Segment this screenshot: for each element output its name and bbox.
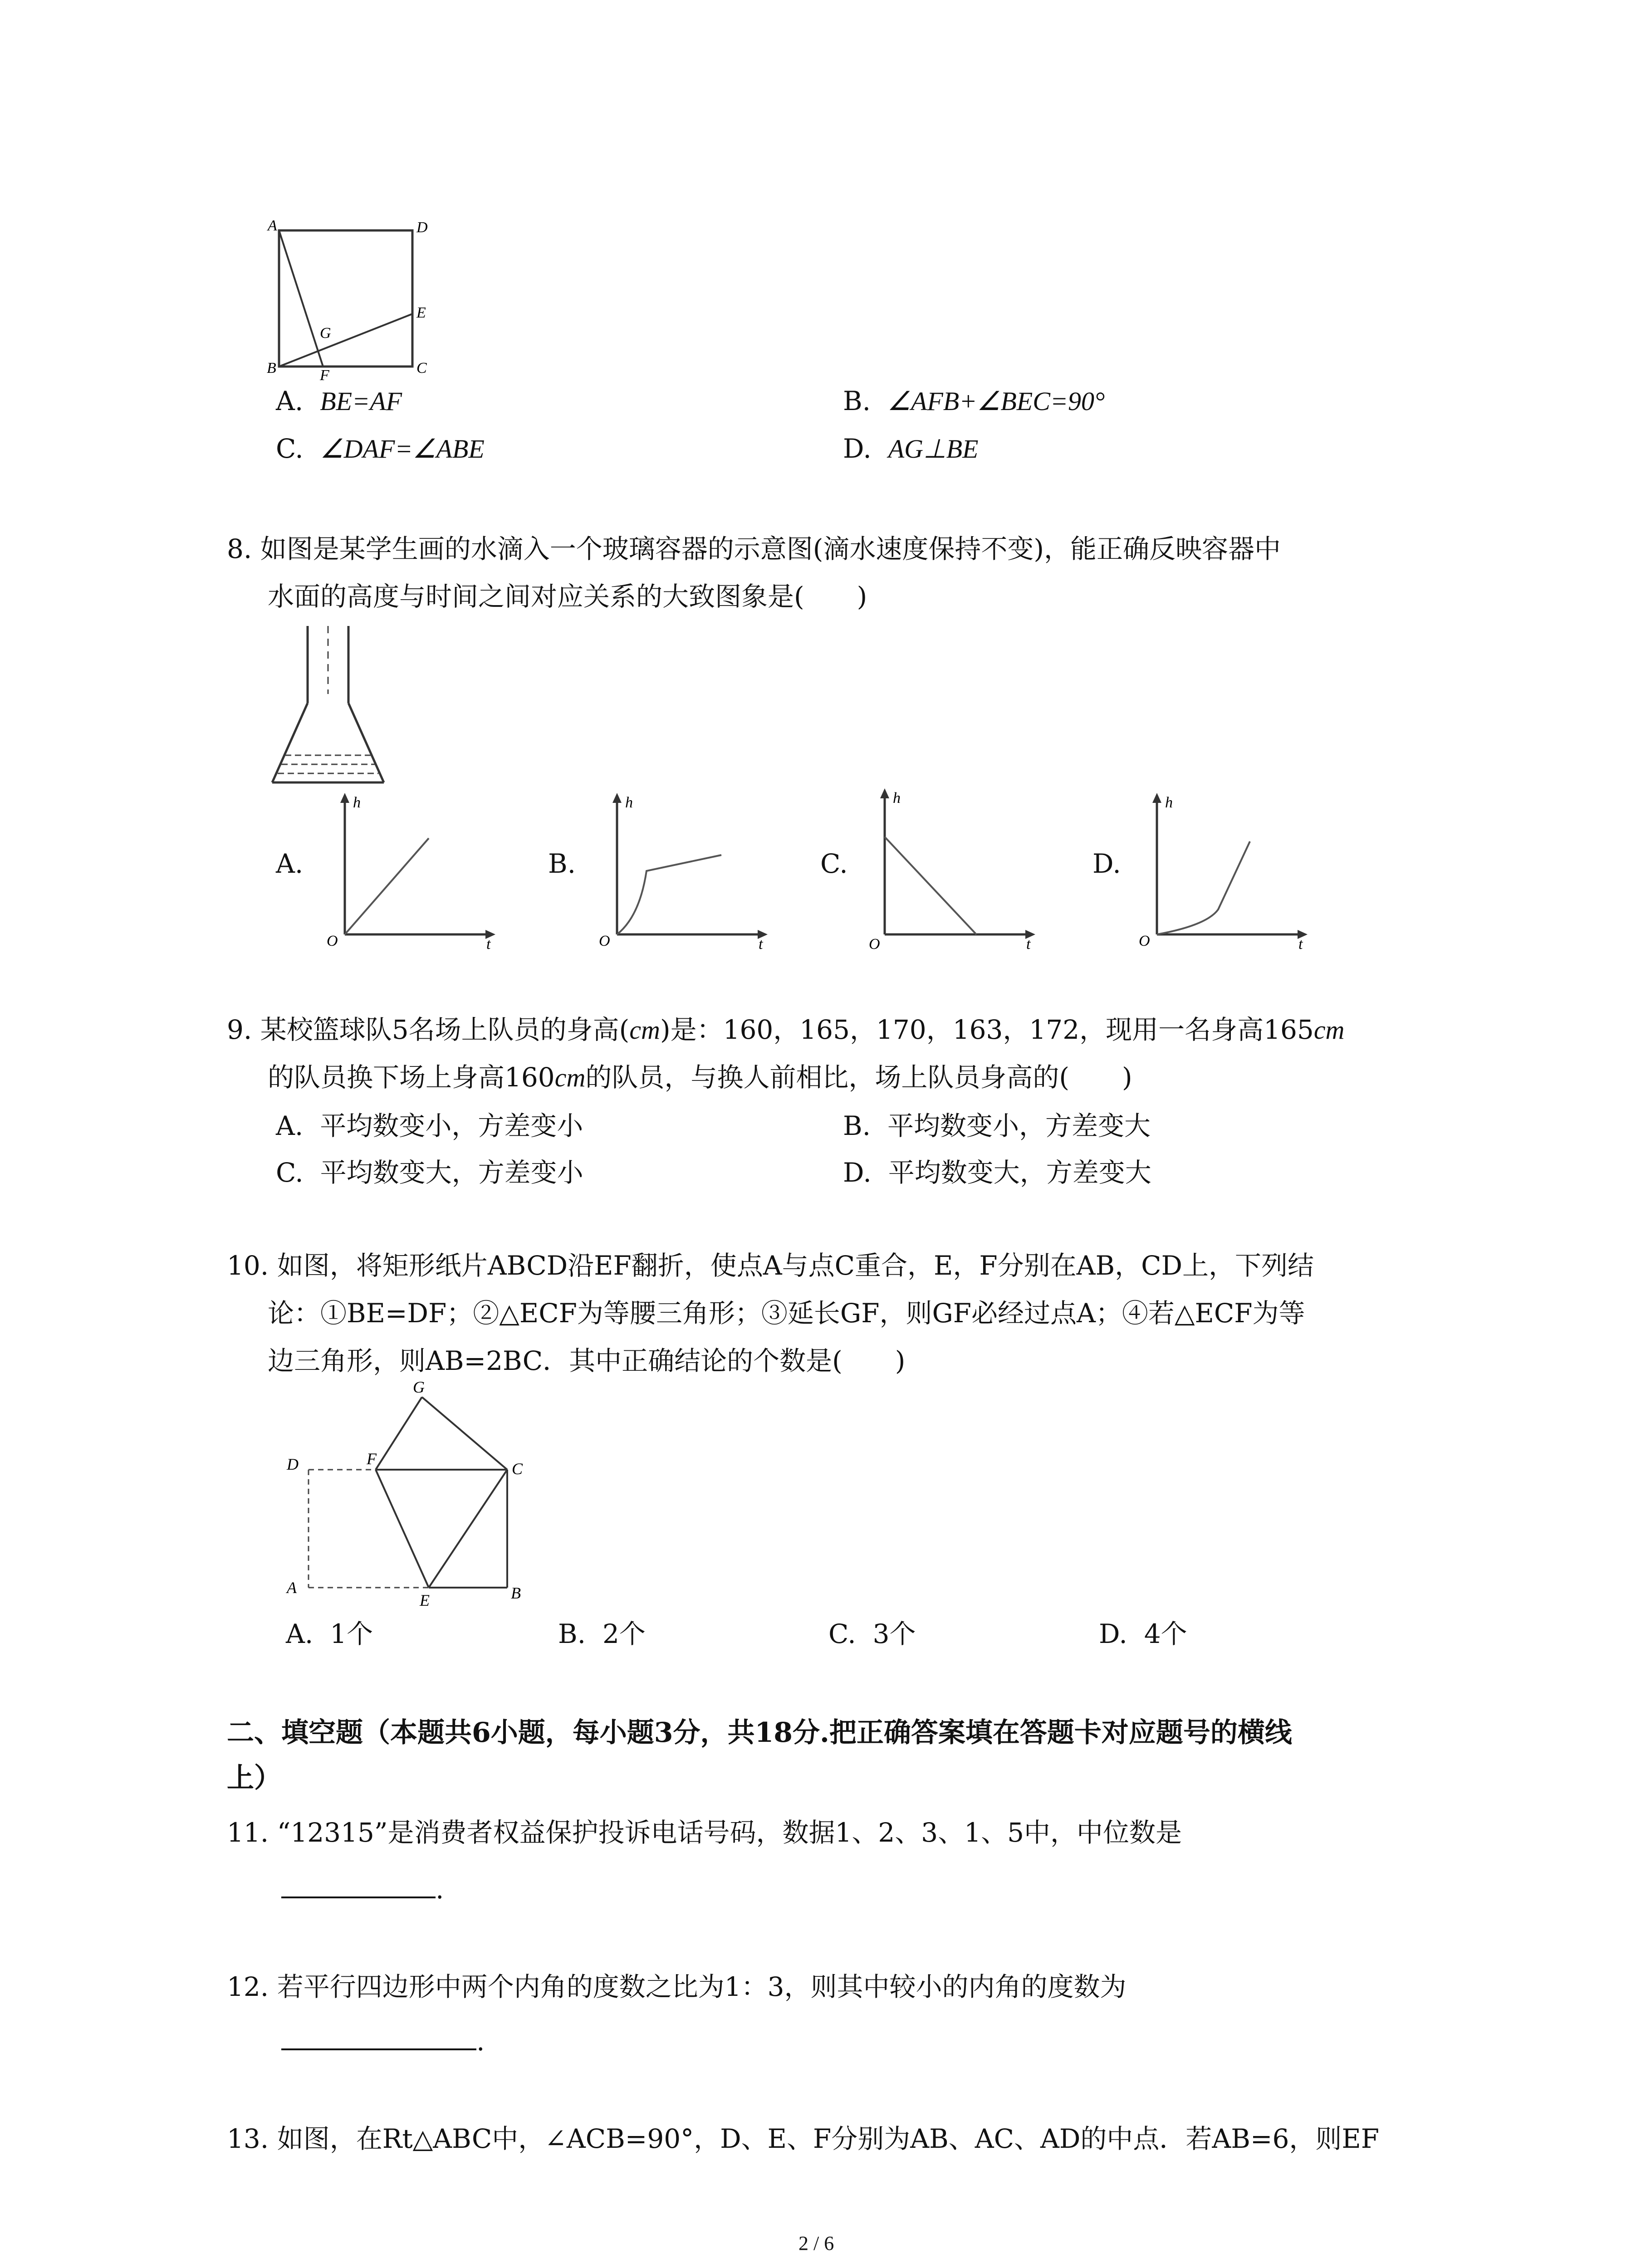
q11-number: 11. xyxy=(227,1817,269,1848)
q8-graph-d xyxy=(1130,789,1320,953)
q8-graph-a-origin: O xyxy=(327,933,338,949)
q10-label-B: B xyxy=(511,1584,521,1602)
section2-heading-line1: 二、填空题（本题共6小题，每小题3分，共18分.把正确答案填在答题卡对应题号的横线 xyxy=(227,1717,1292,1749)
q8-container-figure xyxy=(268,626,395,789)
q8-graph-d-ylabel: h xyxy=(1165,794,1173,811)
q10-label-G: G xyxy=(413,1378,425,1396)
q8-graph-c-ylabel: h xyxy=(893,790,901,807)
q7-label-F: F xyxy=(320,367,329,384)
q8-graph-c xyxy=(857,785,1048,953)
q9-option-b: B. 平均数变小，方差变大 xyxy=(843,1110,1151,1141)
q7-label-A: A xyxy=(268,217,277,234)
q9-number: 9. xyxy=(227,1014,252,1045)
q10-option-d: D. 4个 xyxy=(1099,1618,1187,1649)
q7-figure xyxy=(254,213,428,384)
q8-line1: 8. 如图是某学生画的水滴入一个玻璃容器的示意图(滴水速度保持不变)，能正确反映容器中 xyxy=(227,533,1281,564)
q7-option-c: C. ∠DAF=∠ABE xyxy=(276,433,485,464)
q7-option-c-text: ∠DAF=∠ABE xyxy=(320,434,485,464)
q8-graph-d-origin: O xyxy=(1139,933,1150,949)
q8-graph-a-letter: A. xyxy=(276,848,304,879)
q12-number: 12. xyxy=(227,1971,269,2002)
q13-number: 13. xyxy=(227,2123,269,2154)
q12-answer-line: . xyxy=(281,2019,485,2064)
q7-option-b-text: ∠AFB+∠BEC=90° xyxy=(887,386,1105,416)
q10-label-D: D xyxy=(287,1455,299,1473)
q10-option-b: B. 2个 xyxy=(558,1618,646,1649)
q9-option-a: A. 平均数变小，方差变小 xyxy=(276,1110,583,1141)
q8-line2: 水面的高度与时间之间对应关系的大致图象是( ) xyxy=(268,581,867,612)
q10-label-F: F xyxy=(367,1450,377,1468)
q8-graph-b-ylabel: h xyxy=(625,794,633,811)
q8-graph-c-letter: C. xyxy=(820,848,848,879)
q10-figure xyxy=(272,1378,563,1609)
q11-answer-blank[interactable] xyxy=(281,1869,436,1898)
q12-answer-blank[interactable] xyxy=(281,2021,476,2050)
q8-number: 8. xyxy=(227,533,252,564)
q10-label-E: E xyxy=(420,1591,430,1609)
q8-graph-b-origin: O xyxy=(599,933,610,949)
q9-option-d: D. 平均数变大，方差变大 xyxy=(843,1157,1151,1188)
q10-label-A: A xyxy=(287,1579,297,1597)
q7-label-C: C xyxy=(416,360,427,376)
q9-line1: 9. 某校篮球队5名场上队员的身高(cm)是：160，165，170，163，172，现用一名身高165cm xyxy=(227,1014,1345,1045)
q9-line2: 的队员换下场上身高160cm的队员，与换人前相比，场上队员身高的( ) xyxy=(268,1062,1132,1093)
q7-option-a-text: BE=AF xyxy=(320,386,402,416)
q8-graph-d-xlabel: t xyxy=(1298,936,1303,953)
q7-option-d: D. AG⊥BE xyxy=(843,433,979,464)
page-number: 2 / 6 xyxy=(798,2232,834,2254)
q10-option-a: A. 1个 xyxy=(286,1618,373,1649)
q11-answer-line: . xyxy=(281,1867,444,1912)
q7-label-B: B xyxy=(267,360,276,376)
q11-line1: 11. “12315”是消费者权益保护投诉电话号码，数据1、2、3、1、5中，中位数是 xyxy=(227,1817,1182,1848)
q8-graph-b xyxy=(590,789,780,953)
q7-option-d-text: AG⊥BE xyxy=(888,434,979,464)
q9-option-c: C. 平均数变大，方差变小 xyxy=(276,1157,583,1188)
q10-label-C: C xyxy=(512,1460,523,1478)
q10-line2: 论：①BE=DF；②△ECF为等腰三角形；③延长GF，则GF必经过点A；④若△ECF为等 xyxy=(268,1298,1305,1329)
q8-graph-a-xlabel: t xyxy=(486,936,491,953)
q8-graph-a xyxy=(318,789,508,953)
q13-line1: 13. 如图，在Rt△ABC中，∠ACB=90°，D、E、F分别为AB、AC、AD的中点．若AB=6，则EF xyxy=(227,2123,1379,2154)
q7-label-E: E xyxy=(416,304,426,321)
q10-number: 10. xyxy=(227,1250,269,1281)
q10-option-c: C. 3个 xyxy=(828,1618,916,1649)
q12-line1: 12. 若平行四边形中两个内角的度数之比为1：3，则其中较小的内角的度数为 xyxy=(227,1971,1127,2002)
q7-label-D: D xyxy=(416,219,428,236)
q7-option-a: A. BE=AF xyxy=(276,386,402,416)
q8-graph-d-letter: D. xyxy=(1092,848,1121,879)
q8-graph-a-ylabel: h xyxy=(353,794,361,811)
q8-graph-c-origin: O xyxy=(869,936,880,953)
q10-line3: 边三角形，则AB=2BC．其中正确结论的个数是( ) xyxy=(268,1345,906,1376)
q10-line1: 10. 如图，将矩形纸片ABCD沿EF翻折，使点A与点C重合，E，F分别在AB，CD上，下列结 xyxy=(227,1250,1314,1281)
q7-label-G: G xyxy=(320,325,331,342)
q7-option-b: B. ∠AFB+∠BEC=90° xyxy=(843,386,1105,416)
q8-graph-b-xlabel: t xyxy=(759,936,763,953)
section2-heading-line2: 上） xyxy=(227,1762,281,1794)
q8-graph-c-xlabel: t xyxy=(1026,936,1031,953)
q8-graph-b-letter: B. xyxy=(548,848,576,879)
